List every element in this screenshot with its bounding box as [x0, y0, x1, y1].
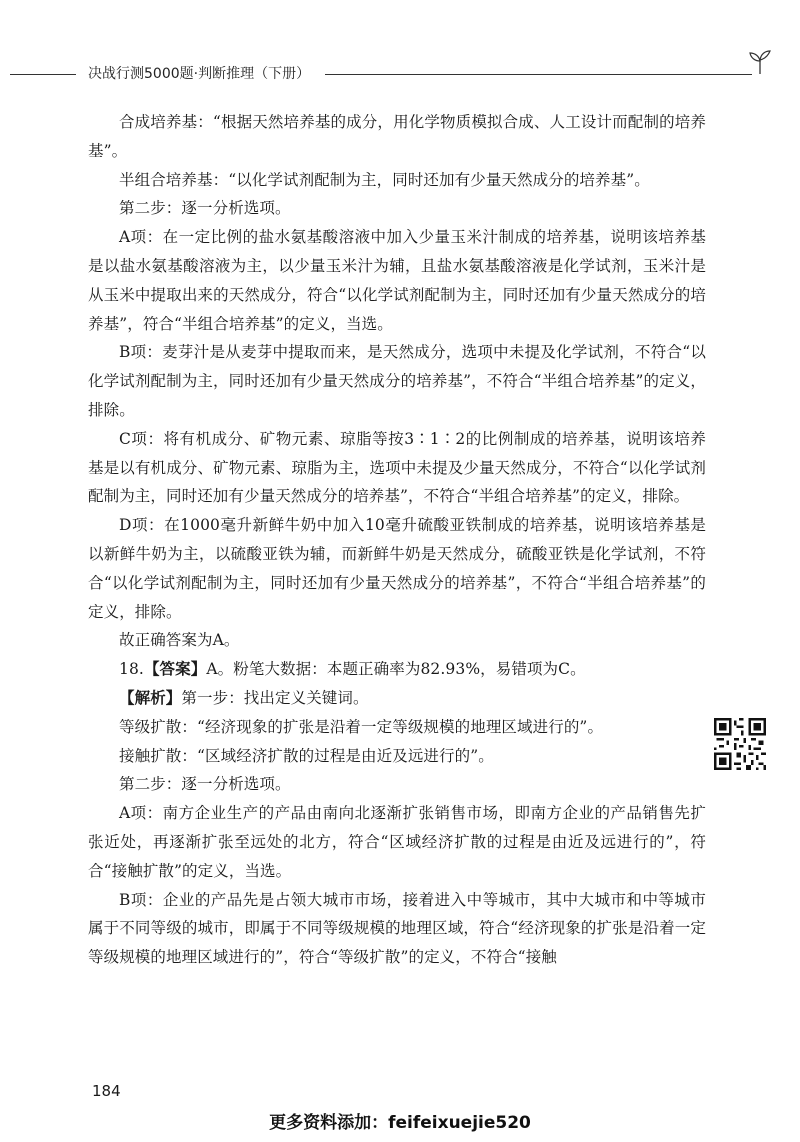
paragraph: 故正确答案为A。 [119, 631, 240, 650]
paragraph: 接触扩散：“区域经济扩散的过程是由近及远进行的”。 [119, 746, 494, 765]
header-rule-left [10, 74, 76, 75]
analysis-label: 【解析】 [119, 687, 182, 707]
paragraph: 半组合培养基：“以化学试剂配制为主，同时还加有少量天然成分的培养基”。 [119, 170, 650, 189]
answer-label: 【答案】 [143, 659, 207, 679]
running-header [10, 60, 780, 90]
paragraph: 等级扩散：“经济现象的扩张是沿着一定等级规模的地理区域进行的”。 [119, 717, 604, 736]
paragraph: B项：企业的产品先是占领大城市市场，接着进入中等城市，其中大城市和中等城市属于不同等级的城市，即属于不同等级规模的地理区域，符合“经济现象的扩张是沿着一定等级规模的地理区域进行的”，符合“等级扩散”的定义，不符合“接触 [88, 890, 706, 967]
answer-line [88, 655, 706, 684]
paragraph: B项：麦芽汁是从麦芽中提取而来，是天然成分，选项中未提及化学试剂，不符合“以化学试剂配制为主，同时还加有少量天然成分的培养基”，不符合“半组合培养基”的定义，排除。 [88, 343, 706, 419]
header-rule-right [325, 74, 752, 75]
page-number: 184 [92, 1082, 121, 1100]
paragraph: 第二步：逐一分析选项。 [119, 775, 291, 794]
header-title: 决战行测5000题·判断推理（下册） [88, 66, 311, 82]
qr-code-icon[interactable] [714, 718, 766, 770]
footer-note: 更多资料添加：feifeixuejie520 [269, 1113, 531, 1133]
paragraph: A项：在一定比例的盐水氨基酸溶液中加入少量玉米汁制成的培养基，说明该培养基是以盐水氨基酸溶液为主，以少量玉米汁为辅，且盐水氨基酸溶液是化学试剂，玉米汁是从玉米中提取出来的天然成分，符合“以化学试剂配制为主，同时还加有少量天然成分的培养基”，符合“半组合培养基”的定义，当选。 [88, 228, 706, 333]
body-text [88, 108, 706, 972]
sprout-icon [746, 48, 774, 76]
analysis-line [88, 684, 706, 713]
paragraph: A项：南方企业生产的产品由南向北逐渐扩张销售市场，即南方企业的产品销售先扩张近处，再逐渐扩张至远处的北方，符合“区域经济扩散的过程是由近及远进行的”，符合“接触扩散”的定义，当选。 [88, 804, 706, 880]
analysis-text: 第一步：找出定义关键词。 [181, 688, 369, 707]
answer-text: A。粉笔大数据：本题正确率为82.93%，易错项为C。 [206, 660, 586, 679]
paragraph: 合成培养基：“根据天然培养基的成分，用化学物质模拟合成、人工设计而配制的培养基”。 [88, 113, 706, 160]
paragraph: D项：在1000毫升新鲜牛奶中加入10毫升硫酸亚铁制成的培养基，说明该培养基是以新鲜牛奶为主，以硫酸亚铁为辅，而新鲜牛奶是天然成分，硫酸亚铁是化学试剂，不符合“以化学试剂配制为主，同时还加有少量天然成分的培养基”，不符合“半组合培养基”的定义，排除。 [88, 516, 706, 621]
paragraph: C项：将有机成分、矿物元素、琼脂等按3∶1∶2的比例制成的培养基，说明该培养基是以有机成分、矿物元素、琼脂为主，选项中未提及少量天然成分，不符合“以化学试剂配制为主，同时还加有少量天然成分的培养基”，不符合“半组合培养基”的定义，排除。 [88, 429, 706, 506]
question-number: 18. [119, 660, 144, 679]
paragraph: 第二步：逐一分析选项。 [119, 199, 291, 218]
